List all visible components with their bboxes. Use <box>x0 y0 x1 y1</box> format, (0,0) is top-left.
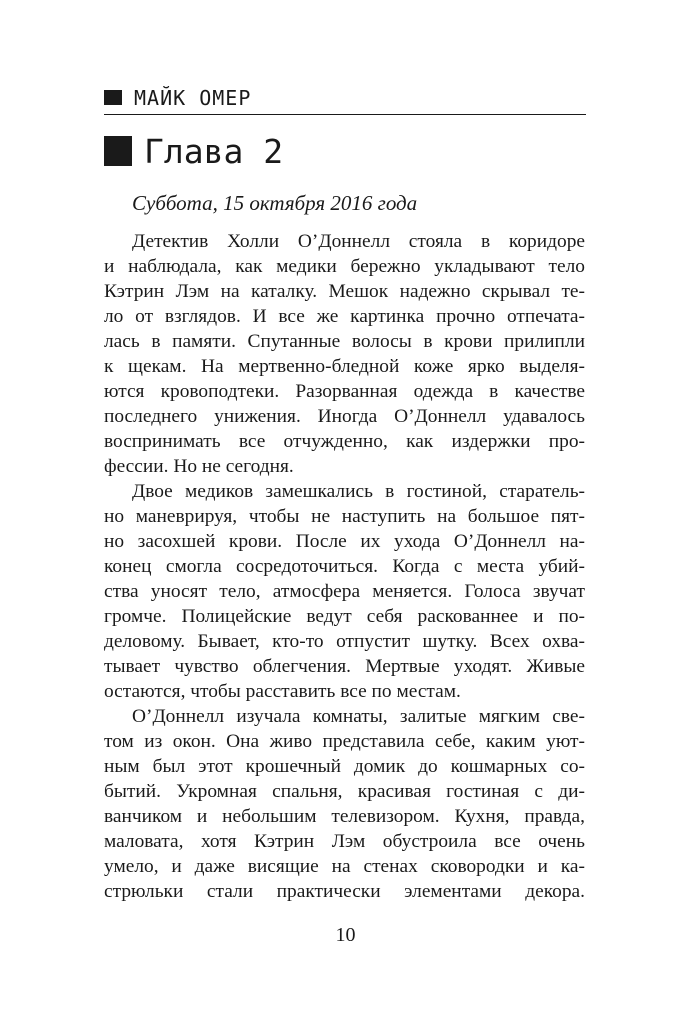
text-line: последнего унижения. Иногда О’Доннелл удавалось <box>104 406 585 427</box>
text-line: к щекам. На мертвенно-бледной коже ярко выделя- <box>104 356 585 377</box>
text-line: конец смогла сосредоточиться. Когда с места убий- <box>104 556 585 577</box>
text-line: ло от взглядов. И все же картинка прочно отпечата- <box>104 306 585 327</box>
text-line: ным был этот крошечный домик до кошмарных со- <box>104 756 585 777</box>
text-line: остаются, чтобы расставить все по местам. <box>104 681 461 702</box>
text-line: воспринимать все отчужденно, как издержки про- <box>104 431 585 452</box>
body-text <box>104 229 585 904</box>
text-line: но засохшей крови. После их ухода О’Доннелл на- <box>104 531 585 552</box>
text-line: стрюльки стали практически элементами декора. <box>104 881 585 902</box>
text-line: ванчиком и небольшим телевизором. Кухня, правда, <box>104 806 585 827</box>
text-line: О’Доннелл изучала комнаты, залитые мягким све- <box>132 706 585 727</box>
text-line: ются кровоподтеки. Разорванная одежда в качестве <box>104 381 585 402</box>
text-line: бытий. Укромная спальня, красивая гостиная с ди- <box>104 781 585 802</box>
page-number: 10 <box>335 924 356 946</box>
text-line: деловому. Бывает, кто-то отпустит шутку. Всех охва- <box>104 631 585 652</box>
text-line: том из окон. Она живо представила себе, каким уют- <box>104 731 585 752</box>
running-head-author: МАЙК ОМЕР <box>134 86 252 110</box>
text-line: лась в памяти. Спутанные волосы в крови прилипли <box>104 331 585 352</box>
text-line: Кэтрин Лэм на каталку. Мешок надежно скрывал те- <box>104 281 585 302</box>
text-line: Детектив Холли О’Доннелл стояла в коридоре <box>132 231 585 252</box>
chapter-heading <box>104 130 584 178</box>
running-head <box>104 84 586 115</box>
text-line: умело, и даже висящие на стенах сковородки и ка- <box>104 856 585 877</box>
text-line: Двое медиков замешкались в гостиной, старатель- <box>132 481 585 502</box>
text-line: маловата, хотя Кэтрин Лэм обустроила все очень <box>104 831 585 852</box>
text-line: фессии. Но не сегодня. <box>104 456 294 477</box>
text-line: тывает чувство облегчения. Мертвые уходят. Живые <box>104 656 585 677</box>
chapter-title: Глава 2 <box>144 132 284 171</box>
text-line: но маневрируя, чтобы не наступить на большое пят- <box>104 506 585 527</box>
text-line: и наблюдала, как медики бережно укладывают тело <box>104 256 585 277</box>
text-line: ства уносят тело, атмосфера меняется. Голоса звучат <box>104 581 585 602</box>
running-head-square-icon <box>104 90 122 105</box>
text-line: громче. Полицейские ведут себя раскованнее и по- <box>104 606 585 627</box>
chapter-square-icon <box>104 136 132 166</box>
date-line: Суббота, 15 октября 2016 года <box>132 191 418 215</box>
